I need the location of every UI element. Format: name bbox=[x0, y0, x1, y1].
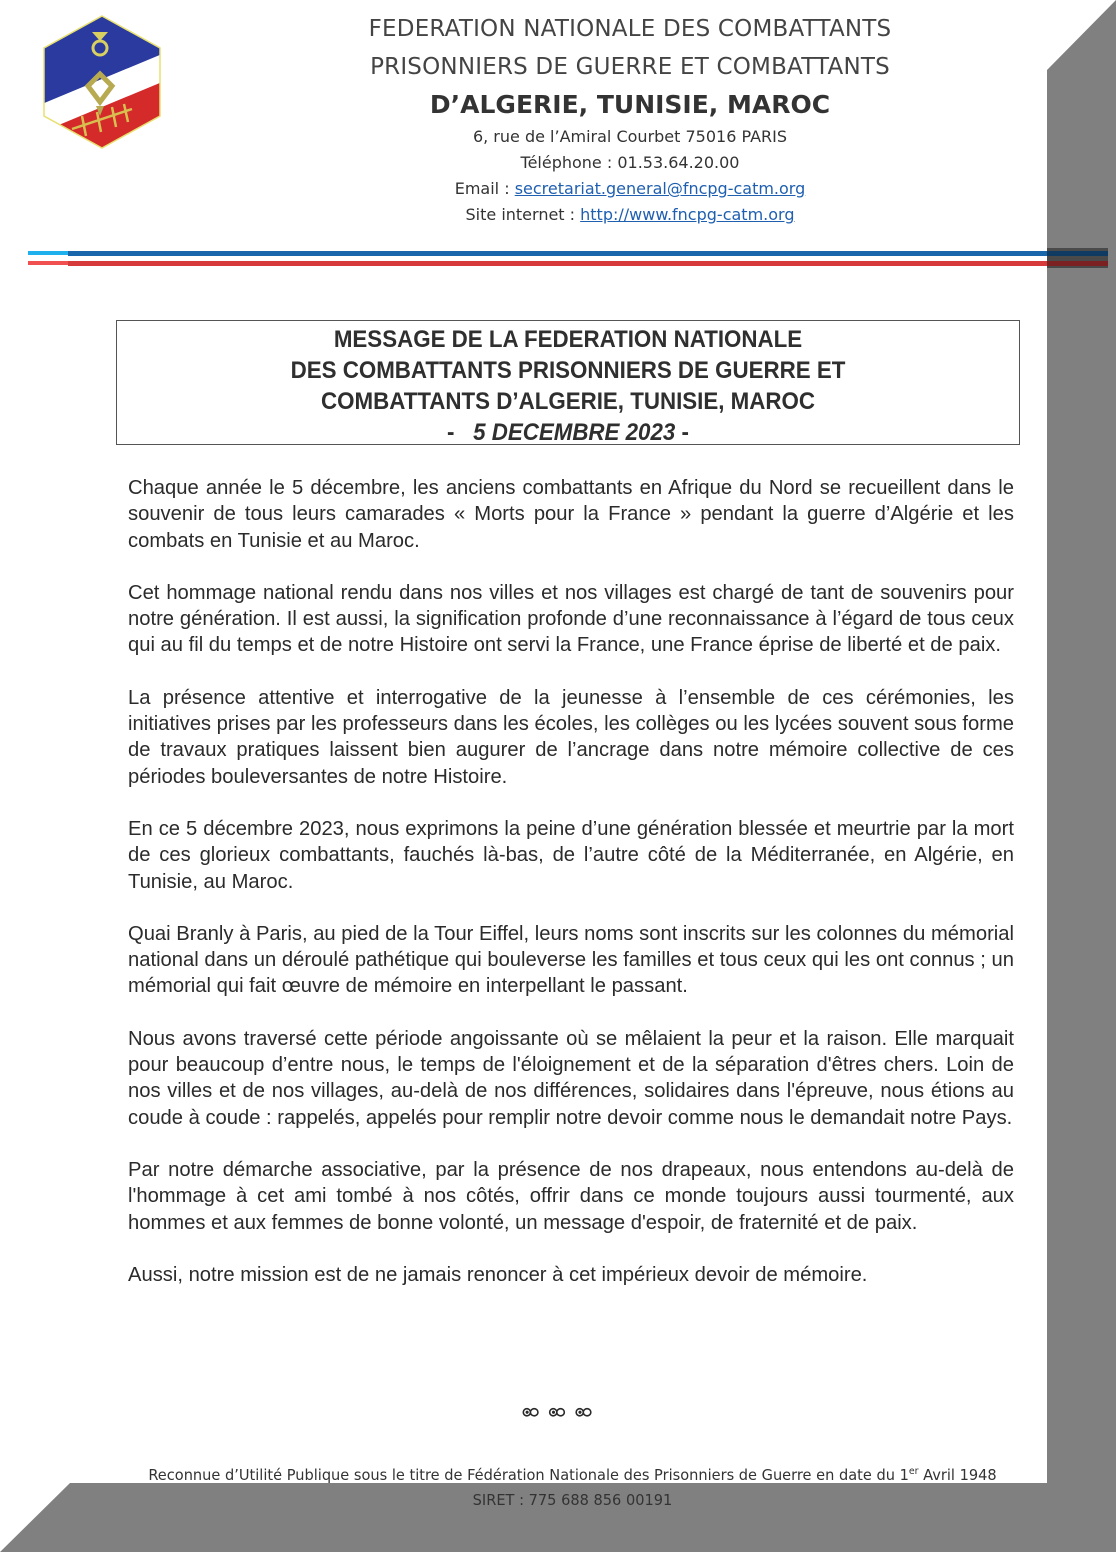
rule-red bbox=[68, 261, 1108, 266]
federation-emblem-icon bbox=[42, 14, 162, 150]
ornament-separator-icon: ꩧ ꩧ ꩧ bbox=[521, 1400, 595, 1420]
paragraph: Quai Branly à Paris, au pied de la Tour Eiffel, leurs noms sont inscrits sur les colonnes du mémorial national dans un déroulé pathétique qui bouleverse les familles et tous ceux qui les ont connus ; un mémorial qui fait œuvre de mémoire en interpellant le passant. bbox=[128, 922, 1014, 998]
footer-recognition-date: Avril 1948 bbox=[918, 1466, 997, 1485]
paragraph: Chaque année le 5 décembre, les anciens combattants en Afrique du Nord se recueillent dans le souvenir de tous leurs camarades « Morts pour la France » pendant la guerre d’Algérie et les combats en Tunisie et au Maroc. bbox=[128, 477, 1014, 552]
footer-siret: SIRET : 775 688 856 00191 bbox=[472, 1491, 673, 1510]
address: 6, rue de l’Amiral Courbet 75016 PARIS bbox=[472, 127, 788, 146]
paragraph: En ce 5 décembre 2023, nous exprimons la peine d’une génération blessée et meurtrie par la mort de ces glorieux combattants, fauchés là-bas, de l’autre côté de la Méditerranée, en Algérie, en Tunisie, au Maroc. bbox=[128, 817, 1014, 893]
org-name-line2: PRISONNIERS DE GUERRE ET COMBATTANTS bbox=[370, 54, 890, 80]
paragraph: Cet hommage national rendu dans nos villes et nos villages est chargé de tant de souvenirs pour notre génération. Il est aussi, la signification profonde d’une reconnaissance à l’égard de tous ceux qui au fil du temps et de notre Histoire ont servi la France, une France éprise de liberté et de paix. bbox=[128, 581, 1014, 657]
website-link[interactable]: http://www.fncpg-catm.org bbox=[580, 205, 795, 224]
footer-superscript: er bbox=[908, 1466, 919, 1477]
email-link[interactable]: secretariat.general@fncpg-catm.org bbox=[514, 179, 806, 198]
phone: Téléphone : 01.53.64.20.00 bbox=[520, 153, 740, 172]
org-name-line3: D’ALGERIE, TUNISIE, MAROC bbox=[429, 90, 831, 119]
title-date-suffix: - bbox=[675, 419, 689, 446]
title-line2: DES COMBATTANTS PRISONNIERS DE GUERRE ET bbox=[290, 357, 846, 384]
website-row bbox=[230, 202, 1030, 228]
footer bbox=[0, 1460, 1116, 1513]
title-line1: MESSAGE DE LA FEDERATION NATIONALE bbox=[333, 326, 803, 353]
email-label: Email : bbox=[454, 179, 515, 198]
rule-shadow-overlay bbox=[1047, 248, 1108, 268]
title-date: 5 DECEMBRE 2023 bbox=[473, 419, 676, 446]
footer-recognition bbox=[34, 1460, 1110, 1487]
title-date-line bbox=[149, 417, 988, 448]
email-row bbox=[230, 176, 1030, 202]
title-date-prefix: - bbox=[447, 419, 474, 446]
footer-recognition-text: Reconnue d’Utilité Publique sous le titre de Fédération Nationale des Prisonniers de Guerre en date du 1 bbox=[148, 1466, 909, 1485]
rule-red-tip bbox=[28, 261, 68, 265]
paragraph: Par notre démarche associative, par la présence de nos drapeaux, nous entendons au-delà de l'hommage à cet ami tombé à nos côtés, offrir dans ce monde toujours aussi tourmenté, aux hommes et aux femmes de bonne volonté, un message d'espoir, de fraternité et de paix. bbox=[128, 1158, 1014, 1234]
paragraph: La présence attentive et interrogative de la jeunesse à l’ensemble de ces cérémonies, les initiatives prises par les professeurs dans les écoles, les collèges ou les lycées souvent sous forme de travaux pratiques laissent bien augurer de l’ancrage dans notre mémoire collective de ces périodes bouleversantes de notre Histoire. bbox=[128, 686, 1014, 788]
message-title-box bbox=[116, 320, 1020, 445]
paragraph: Nous avons traversé cette période angoissante où se mêlaient la peur et la raison. Elle marquait pour beaucoup d’entre nous, le temps de l'éloignement et de la séparation d'êtres chers. Loin de nos villes et de nos villages, au-delà de nos différences, solidaires dans l'épreuve, nous étions au coude à coude : rappelés, appelés pour remplir notre devoir comme nous le demandait notre Pays. bbox=[128, 1027, 1014, 1129]
paragraph: Aussi, notre mission est de ne jamais renoncer à cet impérieux devoir de mémoire. bbox=[128, 1263, 868, 1286]
title-line3: COMBATTANTS D’ALGERIE, TUNISIE, MAROC bbox=[321, 388, 815, 415]
rule-blue bbox=[68, 251, 1108, 256]
letterhead bbox=[230, 10, 1030, 228]
message-body bbox=[128, 475, 1014, 1314]
website-label: Site internet : bbox=[465, 205, 581, 224]
rule-blue-tip bbox=[28, 251, 68, 255]
org-name-line1: FEDERATION NATIONALE DES COMBATTANTS bbox=[368, 16, 892, 42]
